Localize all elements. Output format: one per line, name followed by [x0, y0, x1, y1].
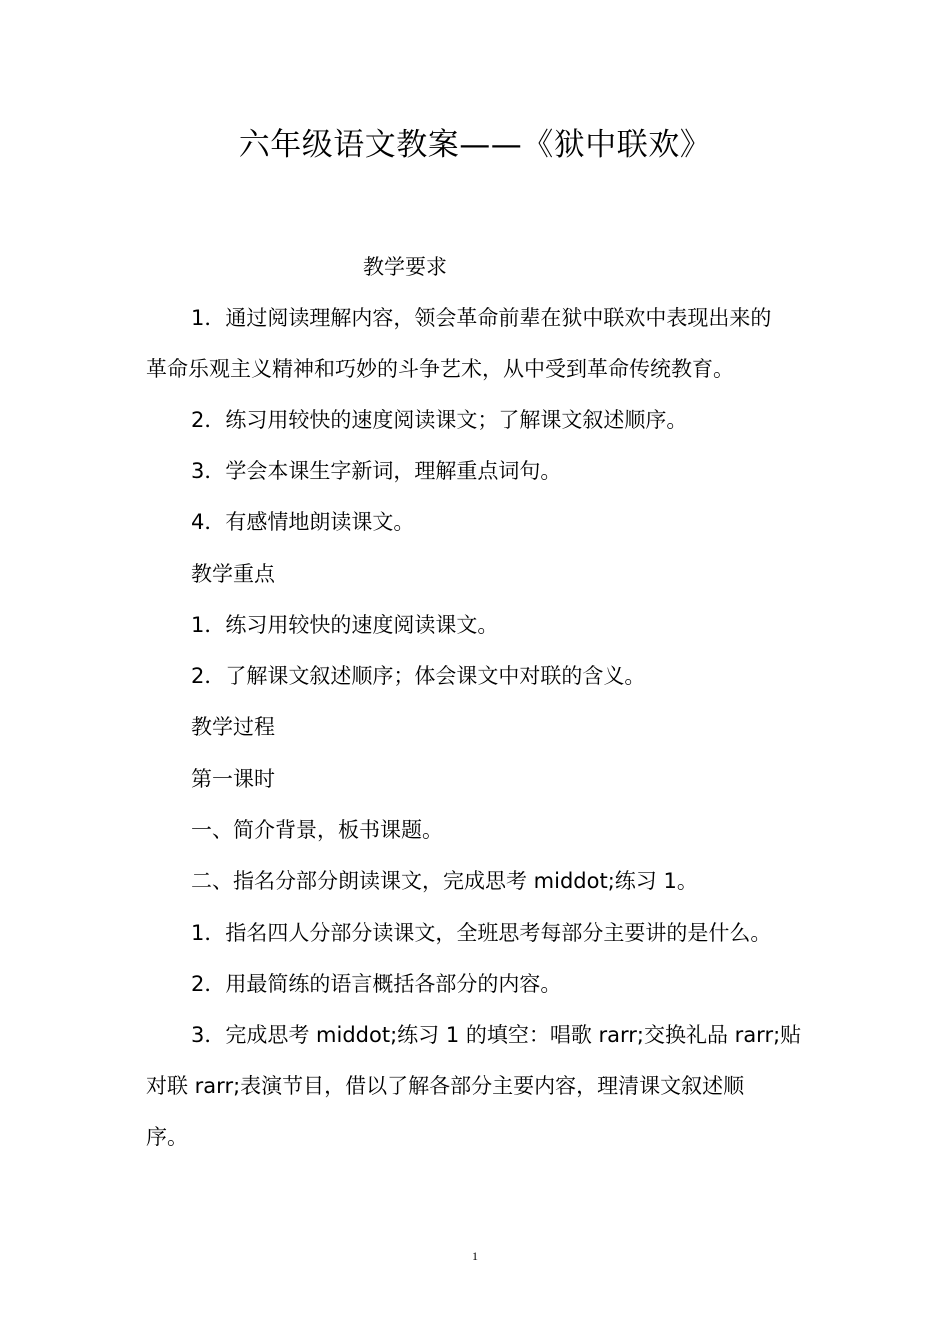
paragraph-line: 1．指名四人分部分读课文，全班思考每部分主要讲的是什么。 [191, 921, 772, 945]
paragraph-line: 3．完成思考 middot;练习 1 的填空：唱歌 rarr;交换礼品 rarr;贴 [191, 1023, 802, 1047]
paragraph-line: 3．学会本课生字新词，理解重点词句。 [191, 459, 562, 483]
paragraph-line: 对联 rarr;表演节目，借以了解各部分主要内容，理清课文叙述顺 [146, 1074, 745, 1098]
paragraph-line: 一、简介背景，板书课题。 [191, 818, 443, 842]
section-heading-key-points: 教学重点 [191, 562, 275, 586]
page-number: 1 [472, 1249, 478, 1263]
paragraph-line: 革命乐观主义精神和巧妙的斗争艺术，从中受到革命传统教育。 [146, 357, 734, 381]
paragraph-line: 1．练习用较快的速度阅读课文。 [191, 613, 499, 637]
section-heading-first-lesson: 第一课时 [191, 767, 275, 791]
paragraph-line: 序。 [146, 1125, 188, 1149]
paragraph-line: 2．用最简练的语言概括各部分的内容。 [191, 972, 562, 996]
paragraph-line: 4．有感情地朗读课文。 [191, 510, 415, 534]
document-title: 六年级语文教案——《狱中联欢》 [238, 127, 712, 163]
section-heading-requirements: 教学要求 [363, 255, 447, 279]
paragraph-line: 二、指名分部分朗读课文，完成思考 middot;练习 1。 [191, 869, 698, 893]
section-heading-process: 教学过程 [191, 715, 275, 739]
paragraph-line: 2．练习用较快的速度阅读课文；了解课文叙述顺序。 [191, 408, 688, 432]
paragraph-line: 1．通过阅读理解内容，领会革命前辈在狱中联欢中表现出来的 [191, 306, 772, 330]
paragraph-line: 2．了解课文叙述顺序；体会课文中对联的含义。 [191, 664, 646, 688]
